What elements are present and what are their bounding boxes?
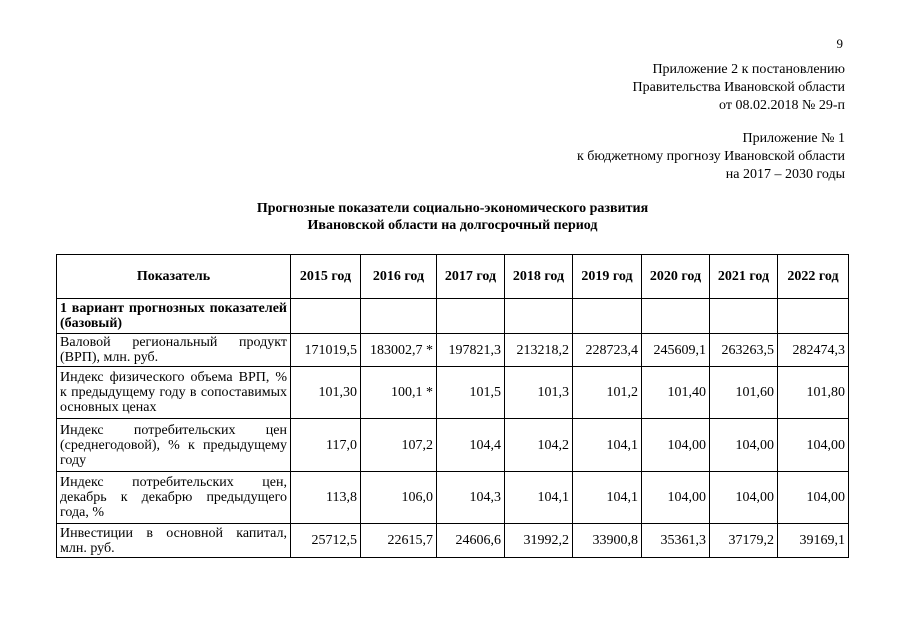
table-cell: 101,3 [505, 367, 573, 419]
table-cell: 263263,5 [710, 334, 778, 367]
table-cell [291, 299, 361, 334]
annex-header-budget-forecast [577, 130, 845, 184]
table-cell: 171019,5 [291, 334, 361, 367]
column-header: 2015 год [291, 255, 361, 299]
annex-line: к бюджетному прогнозу Ивановской области [576, 149, 845, 164]
title-line: Ивановской области на долгосрочный период [307, 218, 598, 233]
table-row [57, 367, 849, 419]
table-cell: 24606,6 [437, 524, 505, 558]
annex-header-decree [633, 61, 845, 115]
table-cell: 101,30 [291, 367, 361, 419]
row-label: Индекс потребительских цен, декабрь к декабрю предыдущего года, % [57, 472, 291, 524]
table-cell: 228723,4 [573, 334, 642, 367]
table-cell: 104,00 [642, 419, 710, 472]
annex-line: Правительства Ивановской области [632, 80, 845, 95]
row-label: 1 вариант прогнозных показателей (базовый) [57, 299, 291, 334]
table-cell: 100,1 * [361, 367, 437, 419]
table-cell: 25712,5 [291, 524, 361, 558]
table-row [57, 299, 849, 334]
page-number: 9 [836, 36, 843, 51]
row-label: Инвестиции в основной капитал, млн. руб. [57, 524, 291, 558]
column-header: 2018 год [505, 255, 573, 299]
table-cell: 35361,3 [642, 524, 710, 558]
table-row [57, 524, 849, 558]
table-cell: 104,00 [778, 419, 849, 472]
table-cell: 33900,8 [573, 524, 642, 558]
row-label: Валовой региональный продукт (ВРП), млн. руб. [57, 334, 291, 367]
table-cell: 104,00 [710, 419, 778, 472]
table-cell: 101,60 [710, 367, 778, 419]
annex-line: Приложение № 1 [742, 131, 845, 146]
table-cell: 197821,3 [437, 334, 505, 367]
table-row [57, 419, 849, 472]
column-header: 2021 год [710, 255, 778, 299]
annex-line: Приложение 2 к постановлению [652, 62, 845, 77]
table-cell: 104,00 [642, 472, 710, 524]
table-cell: 104,1 [573, 419, 642, 472]
table-cell: 113,8 [291, 472, 361, 524]
table-cell: 104,1 [505, 472, 573, 524]
annex-line: на 2017 – 2030 годы [725, 167, 845, 182]
column-header: 2017 год [437, 255, 505, 299]
table-cell: 101,5 [437, 367, 505, 419]
table-cell: 104,3 [437, 472, 505, 524]
table-cell: 104,1 [573, 472, 642, 524]
row-label: Индекс физического объема ВРП, % к предыдущему году в сопоставимых основных ценах [57, 367, 291, 419]
table-row [57, 334, 849, 367]
table-cell [573, 299, 642, 334]
table-cell: 104,2 [505, 419, 573, 472]
table-cell [778, 299, 849, 334]
table-header-row [57, 255, 849, 299]
table-cell: 37179,2 [710, 524, 778, 558]
title-line: Прогнозные показатели социально-экономического развития [256, 201, 649, 216]
forecast-table [56, 254, 849, 558]
table-cell: 213218,2 [505, 334, 573, 367]
table-cell [642, 299, 710, 334]
column-header: 2016 год [361, 255, 437, 299]
table-cell: 107,2 [361, 419, 437, 472]
table-cell: 106,0 [361, 472, 437, 524]
table-cell [710, 299, 778, 334]
table-cell: 101,40 [642, 367, 710, 419]
table-cell [505, 299, 573, 334]
table-cell: 22615,7 [361, 524, 437, 558]
column-header: 2020 год [642, 255, 710, 299]
document-title [0, 200, 905, 234]
table-cell: 117,0 [291, 419, 361, 472]
annex-line: от 08.02.2018 № 29-п [719, 98, 845, 113]
column-header: 2019 год [573, 255, 642, 299]
table-row [57, 472, 849, 524]
table-cell: 245609,1 [642, 334, 710, 367]
table-cell [437, 299, 505, 334]
table-cell: 104,4 [437, 419, 505, 472]
table-cell: 104,00 [778, 472, 849, 524]
table-cell: 39169,1 [778, 524, 849, 558]
table-cell: 101,2 [573, 367, 642, 419]
column-header: 2022 год [778, 255, 849, 299]
table-cell: 104,00 [710, 472, 778, 524]
row-label: Индекс потребительских цен (среднегодовой), % к предыдущему году [57, 419, 291, 472]
table-cell: 282474,3 [778, 334, 849, 367]
table-cell: 183002,7 * [361, 334, 437, 367]
column-header: Показатель [57, 255, 291, 299]
table-cell: 101,80 [778, 367, 849, 419]
table-cell: 31992,2 [505, 524, 573, 558]
table-cell [361, 299, 437, 334]
